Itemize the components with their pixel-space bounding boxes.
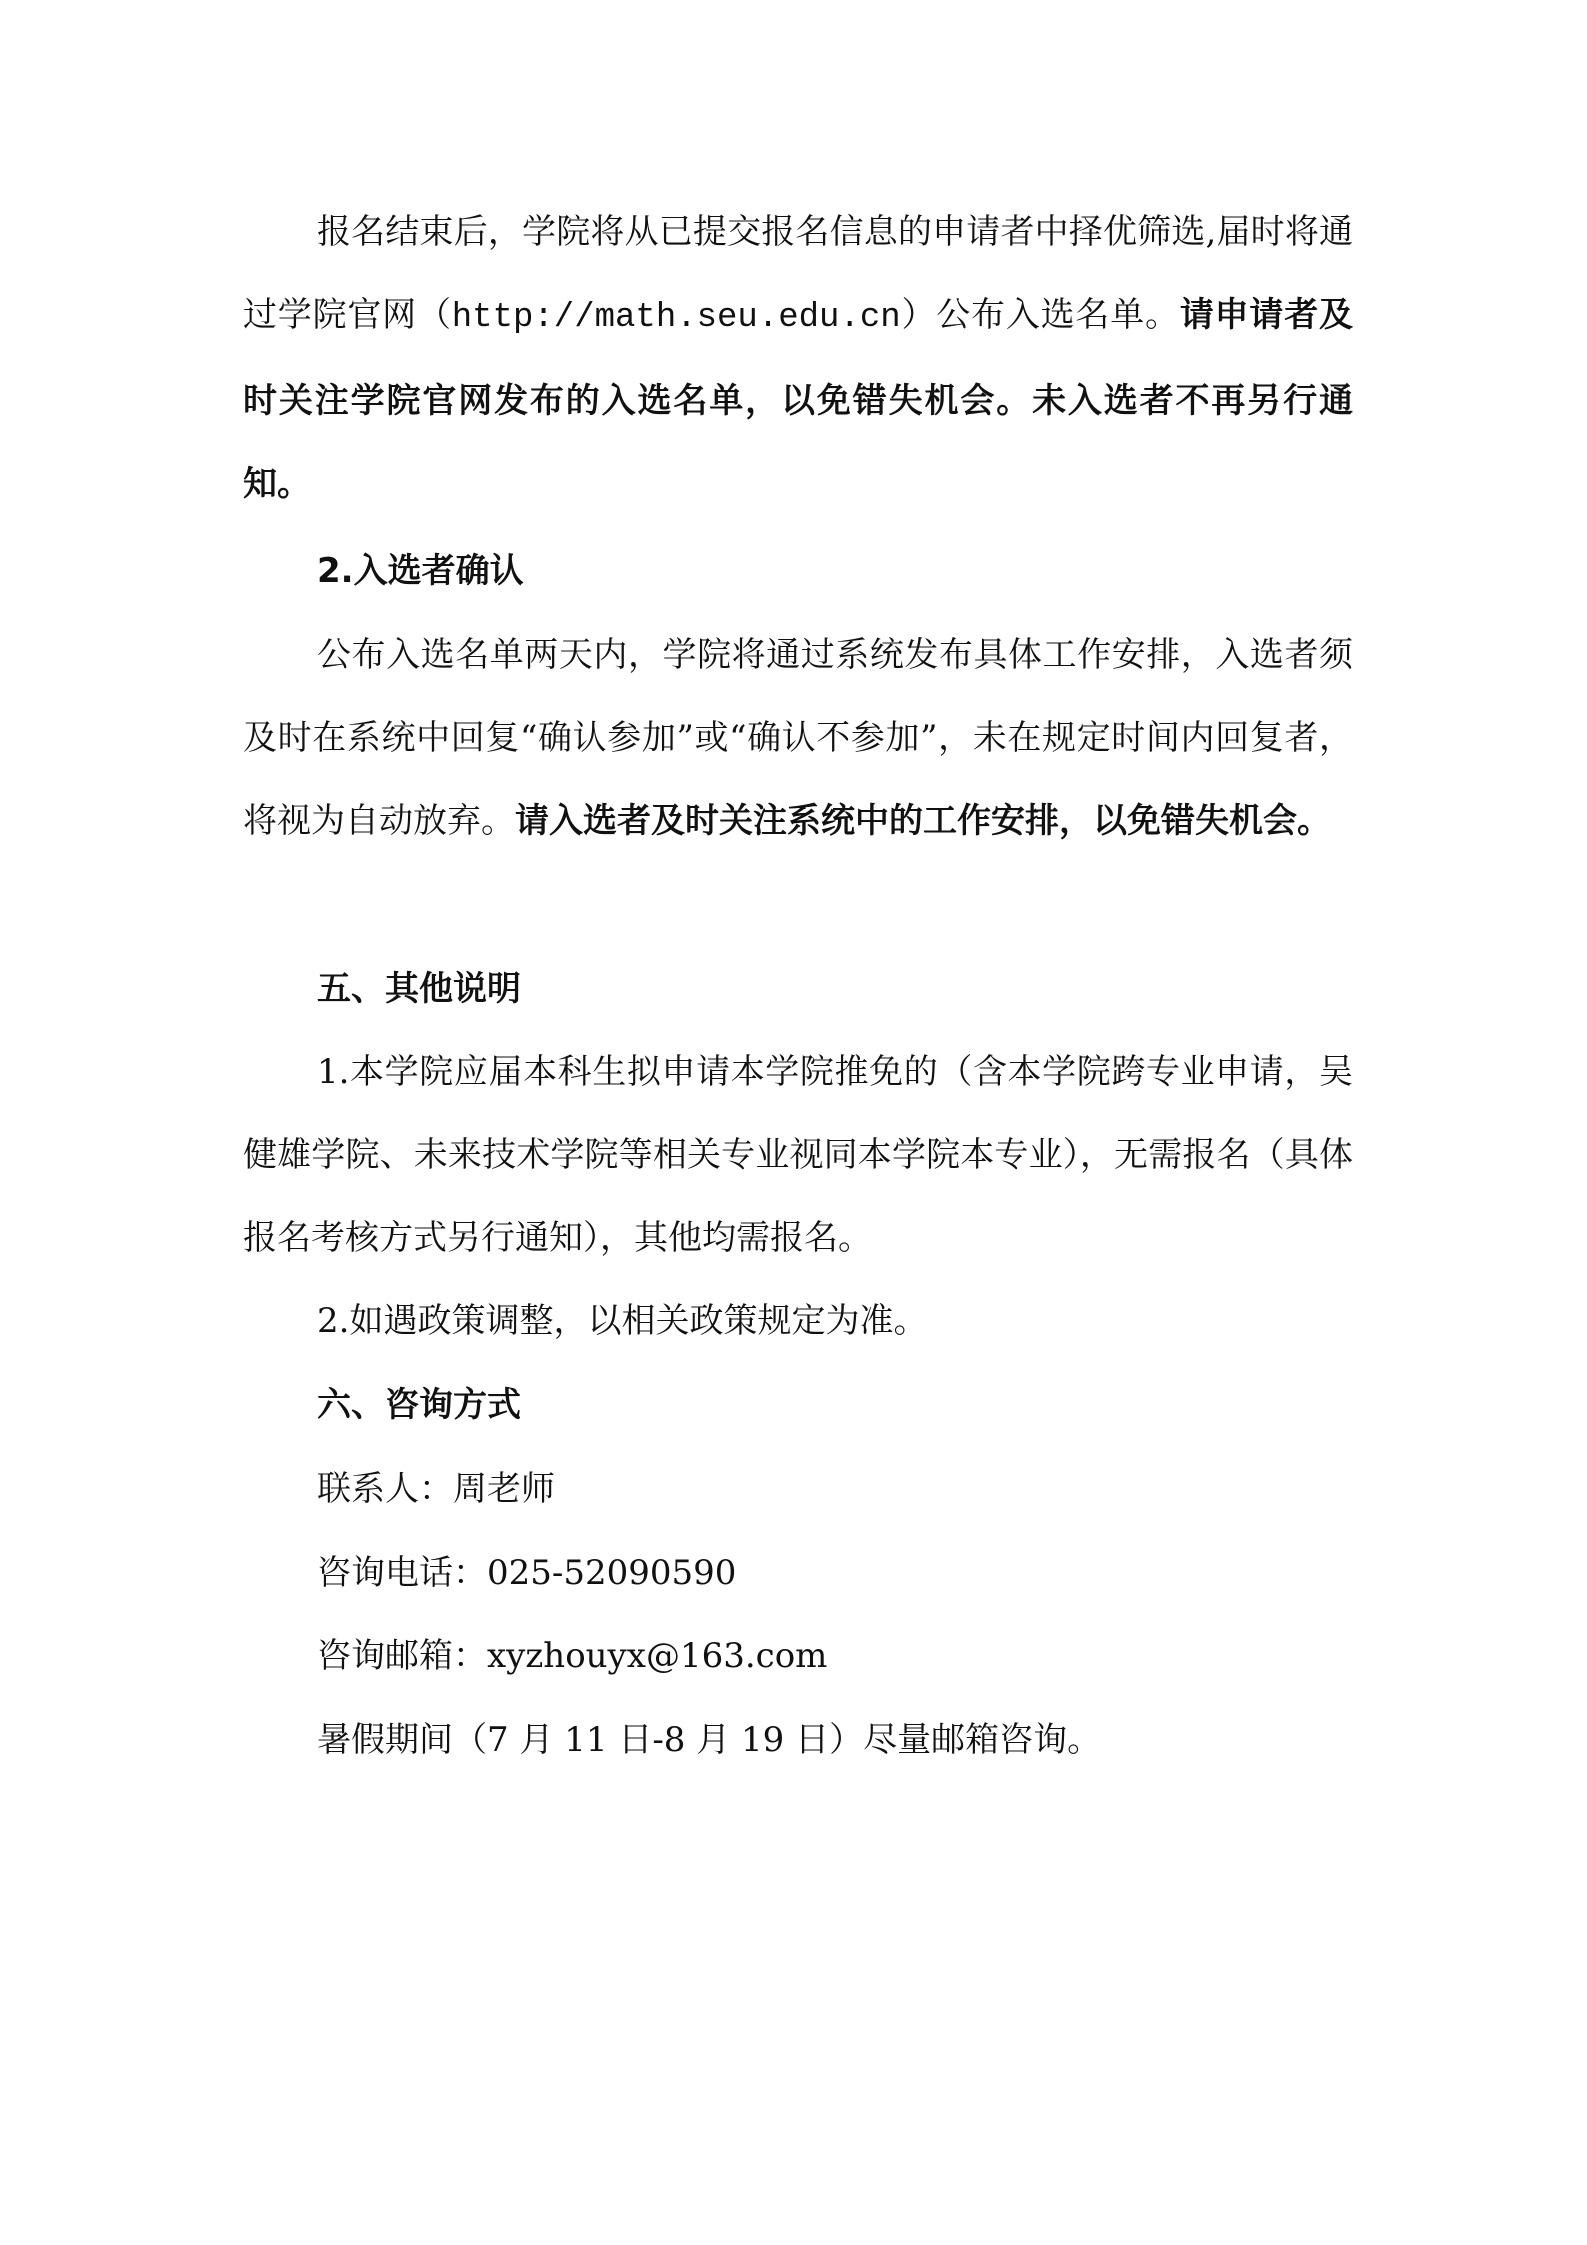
results-notice-text-end: ）公布入选名单。 xyxy=(900,295,1180,335)
contact-person: 联系人：周老师 xyxy=(317,1469,555,1509)
confirm-heading: 2.入选者确认 xyxy=(317,551,524,591)
confirm-paragraph xyxy=(243,614,1353,863)
contact-heading: 六、咨询方式 xyxy=(317,1385,521,1425)
results-notice-text: 报名结束后，学院将从已提交报名信息的申请者中择优筛选,届时将通过学院官网（ xyxy=(243,212,1353,335)
results-notice-emphasis: 请申请者及时关注学院官网发布的入选名单，以免错失机会。未入选者不再另行通知。 xyxy=(243,295,1354,504)
results-notice-paragraph xyxy=(243,191,1353,526)
college-website-link[interactable]: http://math.seu.edu.cn xyxy=(451,299,901,337)
other-heading: 五、其他说明 xyxy=(317,969,521,1009)
contact-phone: 咨询电话：025-52090590 xyxy=(317,1553,737,1593)
confirm-text: 公布入选名单两天内，学院将通过系统发布具体工作安排，入选者须及时在系统中回复“确认参加”或“确认不参加”，未在规定时间内回复者，将视为自动放弃。 xyxy=(243,635,1353,841)
other-item-2: 2.如遇政策调整，以相关政策规定为准。 xyxy=(317,1301,928,1341)
other-item-1: 1.本学院应届本科生拟申请本学院推免的（含本学院跨专业申请，吴健雄学院、未来技术学院等相关专业视同本学院本专业），无需报名（具体报名考核方式另行通知），其他均需报名。 xyxy=(243,1052,1353,1258)
confirm-emphasis: 请入选者及时关注系统中的工作安排，以免错失机会。 xyxy=(515,801,1331,841)
contact-summer-note: 暑假期间（7 月 11 日-8 月 19 日）尽量邮箱咨询。 xyxy=(317,1720,1102,1760)
contact-email: 咨询邮箱：xyzhouyx@163.com xyxy=(317,1636,828,1676)
